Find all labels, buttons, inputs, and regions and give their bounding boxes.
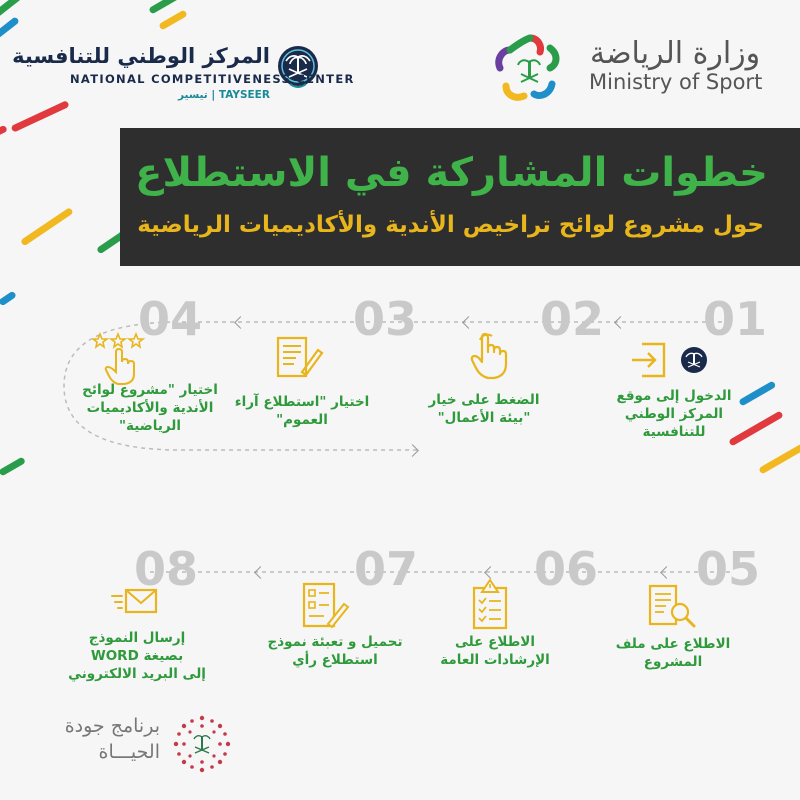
document-pen-icon [272,332,324,382]
page-title: خطوات المشاركة في الاستطلاع [135,150,768,196]
form-fill-icon [300,580,352,632]
program-name-line2: الحيـــاة [98,740,160,763]
step-05-label: الاطلاع على ملف المشروع [615,636,731,670]
quality-of-life-logo-icon [172,714,232,774]
rating-hand-icon [92,330,146,386]
step-number-07: 07 [354,542,419,596]
program-name-line1: برنامج جودة [64,715,160,737]
step-04-label: اختيار "مشروع لوائح الأندية والأكاديميات الرياضية" [82,382,218,434]
login-icon [628,336,672,384]
ncc-tayseer: تيسير | TAYSEER [178,89,270,101]
step-08-label: إرسال النموذج بصيغة WORD إلى البريد الالكتروني [68,630,206,682]
step-number-02: 02 [540,292,605,346]
step-number-04: 04 [138,292,203,346]
tap-hand-icon [464,330,512,382]
step-number-05: 05 [696,542,761,596]
step-01-label: الدخول إلى موقع المركز الوطني للتنافسية [616,388,732,440]
email-send-icon [110,584,160,624]
step-number-01: 01 [703,292,768,346]
step-03-label: اختيار "استطلاع آراء العموم" [234,394,370,428]
step-02-label: الضغط على خيار "بيئة الأعمال" [428,392,540,426]
file-search-icon [646,582,698,632]
step-number-08: 08 [134,542,199,596]
page-subtitle: حول مشروع لوائح تراخيص الأندية والأكاديميات الرياضية [137,212,764,238]
program-name [65,714,160,765]
checklist-icon [470,578,514,632]
step-07-label: تحميل و تعبئة نموذج استطلاع رأي [267,634,403,668]
ministry-name-en: Ministry of Sport [589,70,763,94]
step-number-03: 03 [353,292,418,346]
step-number-06: 06 [534,542,599,596]
ncc-name-en: NATIONAL COMPETITIVENESS CENTER [70,72,355,86]
step-06-label: الاطلاع على الإرشادات العامة [440,634,550,668]
ministry-name-ar: وزارة الرياضة [590,36,761,71]
ncc-emblem-icon [680,346,708,374]
ncc-name-ar: المركز الوطني للتنافسية [12,44,270,68]
